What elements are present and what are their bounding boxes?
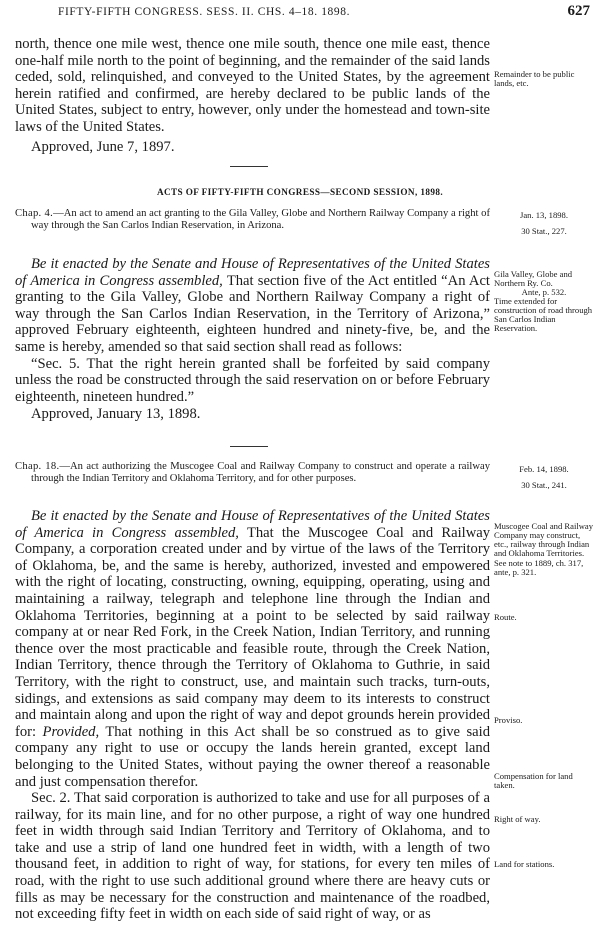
margin-note-stations: Land for stations. bbox=[494, 859, 555, 869]
margin-note-proviso: Proviso. bbox=[494, 715, 523, 725]
proviso-text: That nothing in this Act shall be so construed as to give said company any right to use or occupy the lands herein granted, except land belonging to the United States, without paying the owner thereof a reasonable and just compensation therefor. bbox=[15, 723, 490, 790]
chapter-4-body bbox=[15, 256, 490, 423]
running-head-text: FIFTY-FIFTH CONGRESS. SESS. II. CHS. 4–18. 1898. bbox=[58, 6, 351, 18]
chapter-18-heading bbox=[15, 461, 490, 484]
page-number: 627 bbox=[567, 3, 590, 19]
proviso-word: Provided, bbox=[42, 723, 100, 740]
chapter-18-body bbox=[15, 508, 490, 923]
chapter-4-enacting-clause: Be it enacted by the Senate and House of Representatives of the United States of America in Congress assembled, bbox=[15, 256, 490, 289]
chapter-4-date-notes bbox=[494, 211, 594, 236]
section-2-text: That said corporation is authorized to take and use for all purposes of a railway, for its main line, and for no other purpose, a right of way one hundred feet in width through said Indian Territory and Territory of Oklahoma, and to take and use a strip of land one hundred feet in width, with a length of two thousand feet, in addition to right of way, for stations, for every ten miles of road, with the right to use such additional ground where there are heavy cuts or fills as may be necessary for the construction and maintenance of the roadbed, not exceeding fifty feet in width on each side of said right of way, or as bbox=[15, 790, 490, 923]
chapter-18-stat: 30 Stat., 241. bbox=[521, 480, 567, 490]
margin-note-compensation: Compensation for land taken. bbox=[494, 771, 573, 790]
prior-act-section bbox=[15, 36, 490, 155]
margin-note-see-note: See note to 1889, ch. 317, ante, p. 321. bbox=[494, 558, 584, 577]
prior-act-approved: Approved, June 7, 1897. bbox=[31, 138, 175, 155]
section-divider bbox=[230, 166, 268, 167]
chapter-4-label: Chap. 4. bbox=[15, 208, 54, 219]
margin-note-ante: Ante, p. 532. bbox=[521, 287, 567, 297]
chapter-18-enacting-clause: Be it enacted by the Senate and House of Representatives of the United States of America in Congress assembled, bbox=[15, 508, 490, 541]
section-2-label: Sec. 2. bbox=[31, 790, 71, 807]
margin-note-remainder: Remainder to be public lands, etc. bbox=[494, 69, 575, 88]
chapter-18-section-1: That the Muscogee Coal and Railway Company, a corporation created under and by virtue of the laws of the Territory of Oklahoma, be, and the same is hereby, authorized, invested and empowered with the right of locating, constructing, owning, equipping, operating, using and maintaining a railway, telegraph and telephone line through the Indian and Oklahoma Territories, beginning at a point to be selected by said railway company at or near Red Fork, in the Creek Nation, Indian Territory, and running thence over the most practicable and feasible route, through the Creek Nation, Indian Territory, thence through the Territory of Oklahoma to Guthrie, in said Territory, with the right to construct, use, and maintain such tracks, turn-outs, sidings, and extensions as said company may deem to its interests to construct and maintain along and upon the right of way and depot grounds herein provided for: bbox=[15, 524, 491, 740]
chapter-18-date: Feb. 14, 1898. bbox=[519, 464, 569, 474]
margin-note-gila: Gila Valley, Globe and Northern Ry. Co. bbox=[494, 269, 573, 288]
chapter-4-quoted-section: “Sec. 5. That the right herein granted shall be forfeited by said company unless the road be constructed through the said reservation on or before February eighteenth, nineteen hundred.” bbox=[15, 355, 490, 405]
chapter-4-date: Jan. 13, 1898. bbox=[520, 210, 568, 220]
chapter-18-label: Chap. 18. bbox=[15, 461, 60, 472]
margin-note-muscogee: Muscogee Coal and Railway Company may construct, etc., railway through Indian and Oklahoma Territories. See note to 1889, ch. 317, ante, p. 321. bbox=[494, 521, 594, 577]
chapter-4-margin-notes bbox=[494, 270, 594, 333]
margin-note-time-extended: Time extended for construction of road through San Carlos Indian Reservation. bbox=[494, 296, 593, 333]
margin-note-right-of-way: Right of way. bbox=[494, 814, 541, 824]
chapter-4-heading bbox=[15, 208, 490, 231]
chapter-4-approved: Approved, January 13, 1898. bbox=[31, 406, 201, 423]
margin-note-route: Route. bbox=[494, 612, 517, 622]
session-title: ACTS OF FIFTY-FIFTH CONGRESS—SECOND SESSION, 1898. bbox=[156, 187, 444, 197]
chapter-4-title: —An act to amend an act granting to the Gila Valley, Globe and Northern Railway Company a right of way through the San Carlos Indian Reservation, in Arizona. bbox=[31, 208, 490, 231]
prior-act-text: north, thence one mile west, thence one mile south, thence one mile east, thence one-half mile north to the point of beginning, and the remainder of the said lands ceded, sold, relinquished, and conveyed to the United States, by the agreement herein ratified and confirmed, are hereby declared to be public lands of the United States, subject to entry, however, only under the homestead and town-site laws of the United States. bbox=[15, 36, 490, 135]
chapter-18-title: —An act authorizing the Muscogee Coal and Railway Company to construct and operate a railway through the Indian Territory and Oklahoma Territory, and for other purposes. bbox=[31, 461, 490, 484]
chapter-18-date-notes bbox=[494, 465, 594, 490]
running-header bbox=[0, 0, 600, 28]
section-divider-2 bbox=[230, 446, 268, 447]
chapter-4-text: That section five of the Act entitled “An Act granting to the Gila Valley, Globe and Northern Railway Company a right of way through the San Carlos Indian Reservation, in the Territory of Arizona,” approved February eighteenth, eighteen hundred and ninety-five, be, and the same is hereby, amended so that said section shall read as follows: bbox=[15, 272, 490, 355]
chapter-4-stat: 30 Stat., 227. bbox=[521, 226, 567, 236]
